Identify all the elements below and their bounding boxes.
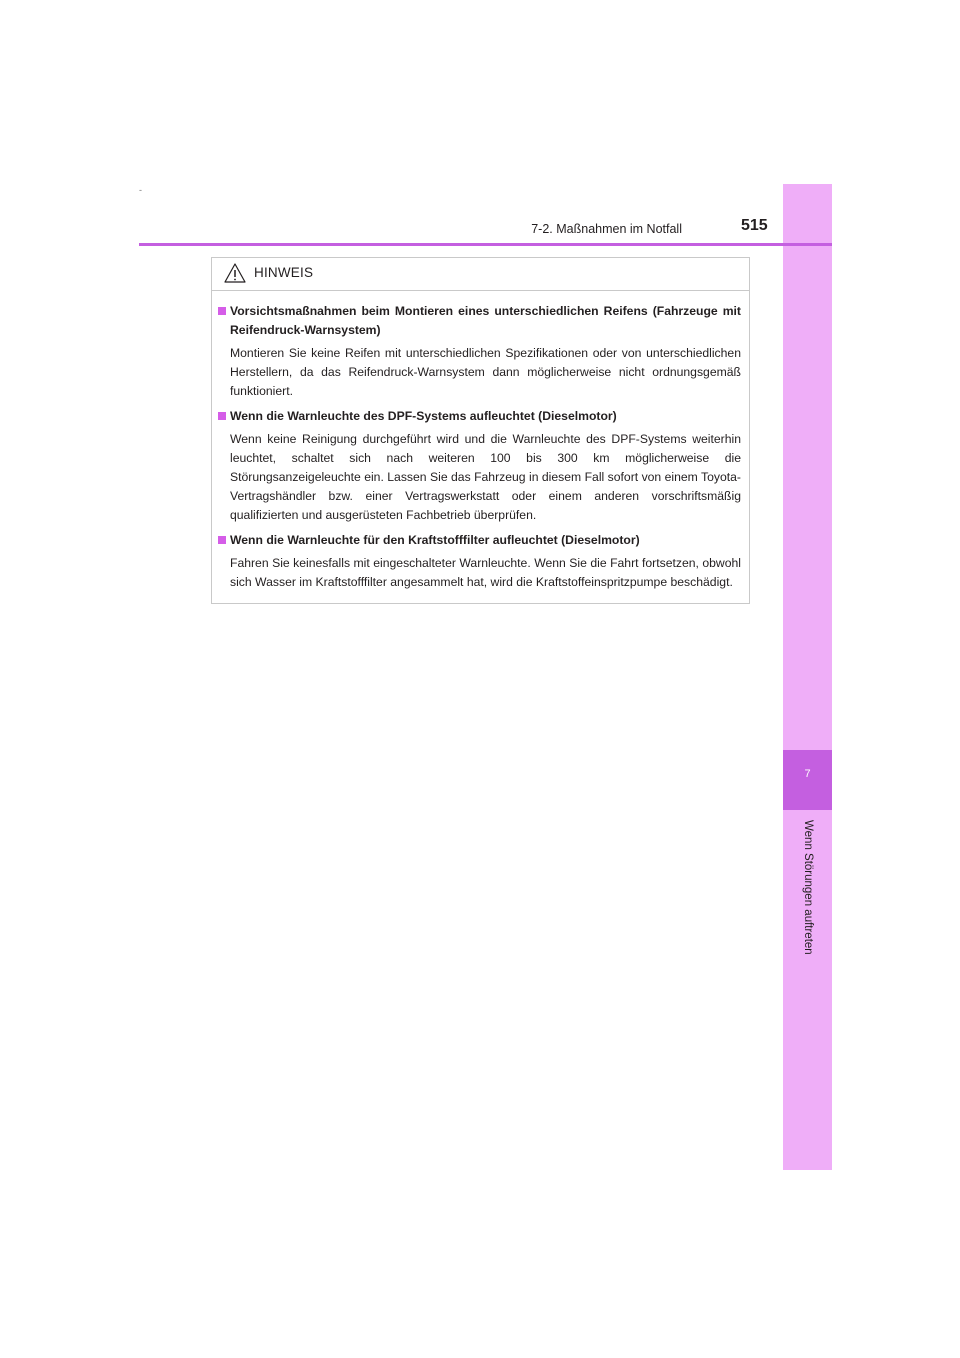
chapter-title: Wenn Störungen auftreten [802, 820, 814, 955]
header-rule [139, 243, 832, 246]
notice-item [218, 531, 741, 592]
page-number: 515 [741, 217, 768, 234]
notice-item-heading: Wenn die Warnleuchte des DPF-Systems aufleuchtet (Dieselmotor) [218, 407, 741, 426]
crop-mark: - [139, 185, 142, 195]
square-bullet-icon [218, 307, 226, 315]
notice-box [211, 257, 750, 604]
notice-item-heading: Vorsichtsmaßnahmen beim Montieren eines unterschiedlichen Reifens (Fahrzeuge mit Reifendruck-Warnsystem) [218, 302, 741, 340]
square-bullet-icon [218, 412, 226, 420]
notice-header [212, 258, 749, 291]
section-title: 7-2. Maßnahmen im Notfall [531, 222, 682, 236]
notice-body [218, 302, 741, 598]
warning-triangle-icon [224, 263, 246, 283]
notice-title: HINWEIS [254, 265, 314, 280]
notice-item-text: Wenn keine Reinigung durchgeführt wird und die Warnleuchte des DPF-Systems weiterhin leuchtet, schaltet sich nach weiteren 100 bis 300 km möglicherweise die Störungsanzeigeleuchte ein. Lassen Sie das Fahrzeug in diesem Fall sofort von einem Toyota-Vertragshändler bzw. einer Vertragswerkstatt oder einem anderen vorschriftsmäßig qualifizierten und ausgerüsteten Fachbetrieb überprüfen. [230, 432, 741, 522]
notice-item-text: Montieren Sie keine Reifen mit unterschiedlichen Spezifikationen oder von unterschiedlichen Herstellern, da das Reifendruck-Warnsystem dann möglicherweise nicht ordnungsgemäß funktioniert. [230, 346, 741, 398]
chapter-number: 7 [804, 768, 811, 780]
notice-item-heading: Wenn die Warnleuchte für den Kraftstofffilter aufleuchtet (Dieselmotor) [218, 531, 741, 550]
square-bullet-icon [218, 536, 226, 544]
notice-item [218, 407, 741, 525]
notice-item-text: Fahren Sie keinesfalls mit eingeschalteter Warnleuchte. Wenn Sie die Fahrt fortsetzen, obwohl sich Wasser im Kraftstofffilter angesammelt hat, wird die Kraftstoffeinspritzpumpe beschädigt. [230, 556, 741, 589]
notice-item [218, 302, 741, 401]
chapter-side-tab [783, 184, 832, 1170]
chapter-number-tab [783, 750, 832, 810]
